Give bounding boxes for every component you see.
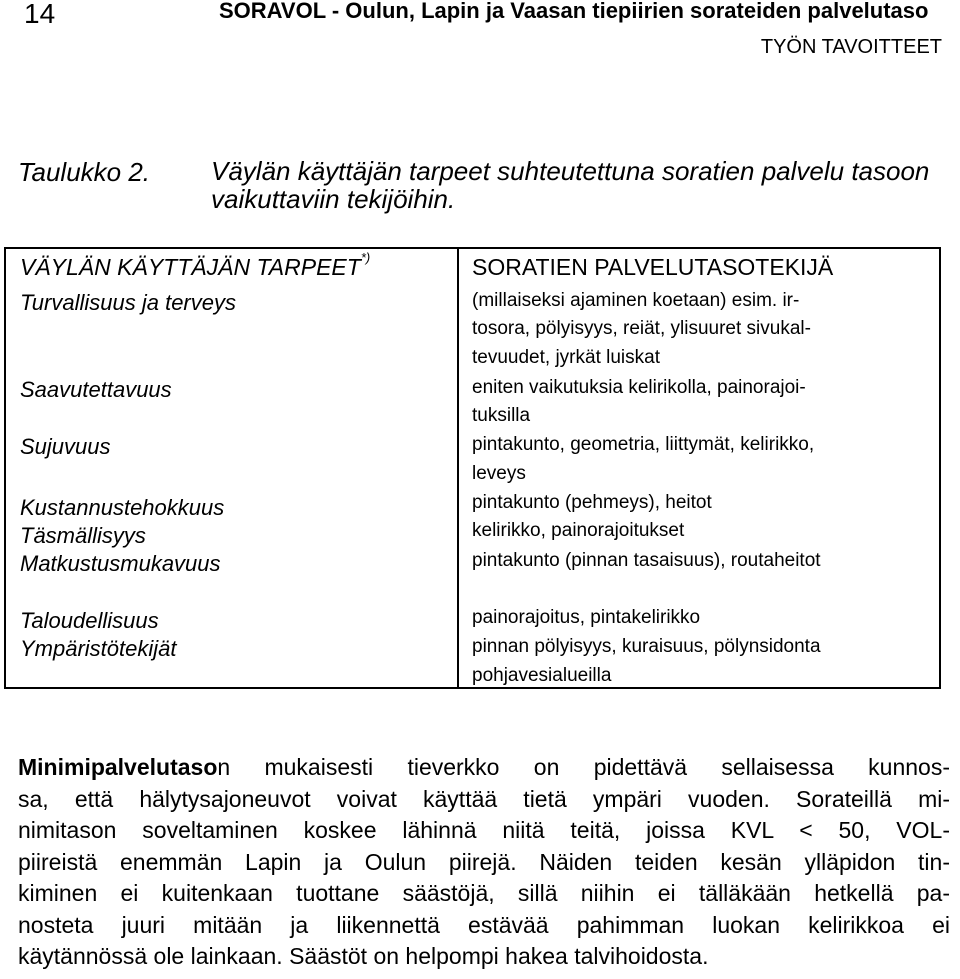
need-item: Matkustusmukavuus (20, 551, 221, 576)
factor-line: (millaiseksi ajaminen koetaan) esim. ir- (472, 290, 800, 311)
factor-line: tevuudet, jyrkät luiskat (472, 347, 660, 368)
column-divider (457, 249, 459, 687)
left-column-header (20, 250, 371, 281)
paragraph-line: kiminen ei kuitenkaan tuottane säästöjä, sillä niihin ei tälläkään hetkellä pa- (18, 880, 950, 906)
running-header-title: SORAVOL - Oulun, Lapin ja Vaasan tiepiirien sorateiden palvelutaso (219, 0, 929, 23)
need-item: Turvallisuus ja terveys (20, 290, 236, 315)
factor-line: leveys (472, 463, 526, 484)
factor-line: pohjavesialueilla (472, 665, 612, 686)
factor-line: pintakunto (pinnan tasaisuus), routaheitot (472, 550, 821, 571)
need-item: Saavutettavuus (20, 377, 172, 402)
running-header-section: TYÖN TAVOITTEET (760, 36, 942, 58)
factor-line: painorajoitus, pintakelirikko (472, 607, 701, 628)
left-header-note: *) (360, 250, 371, 266)
table-caption-text: Väylän käyttäjän tarpeet suhteutettuna soratien palvelu tasoon vaikuttaviin tekijöihin. (211, 156, 930, 214)
page-number: 14 (24, 0, 56, 29)
paragraph-line: käytännössä ole lainkaan. Säästöt on helpompi hakea talvihoidosta. (18, 943, 709, 969)
paragraph-line (18, 752, 950, 784)
table-caption-label: Taulukko 2. (18, 157, 151, 187)
factor-line: pinnan pölyisyys, kuraisuus, pölynsidonta (472, 636, 821, 657)
body-paragraph (18, 752, 950, 973)
need-item: Ympäristötekijät (20, 636, 177, 661)
factor-line: eniten vaikutuksia kelirikolla, painorajoi- (472, 377, 806, 398)
factor-line: tuksilla (472, 405, 531, 426)
needs-table (4, 247, 941, 689)
paragraph-lead-bold: Minimipalvelutaso (18, 754, 218, 780)
factor-line: kelirikko, painorajoitukset (472, 520, 685, 541)
factor-line: pintakunto, geometria, liittymät, kelirikko, (472, 434, 815, 455)
need-item: Sujuvuus (20, 434, 111, 459)
paragraph-line: sa, että hälytysajoneuvot voivat käyttää tietä ympäri vuoden. Sorateillä mi- (18, 785, 950, 812)
right-column-header: SORATIEN PALVELUTASOTEKIJÄ (472, 254, 834, 280)
paragraph-line: piireistä enemmän Lapin ja Oulun piirejä. Näiden teiden kesän ylläpidon tin- (18, 848, 950, 875)
factor-line: tosora, pölyisyys, reiät, ylisuuret sivukal- (472, 318, 811, 339)
need-item: Taloudellisuus (20, 608, 159, 633)
left-header-text: VÄYLÄN KÄYTTÄJÄN TARPEET (20, 254, 361, 280)
factor-line: pintakunto (pehmeys), heitot (472, 492, 712, 513)
need-item: Täsmällisyys (20, 523, 146, 548)
paragraph-line: nosteta juuri mitään ja liikennettä estävää pahimman luokan kelirikkoa ei (18, 911, 950, 938)
need-item: Kustannustehokkuus (20, 495, 225, 520)
paragraph-line-text: n mukaisesti tieverkko on pidettävä sellaisessa kunnos- (217, 754, 950, 780)
paragraph-line: nimitason soveltaminen koskee lähinnä niitä teitä, joissa KVL < 50, VOL- (18, 817, 950, 843)
